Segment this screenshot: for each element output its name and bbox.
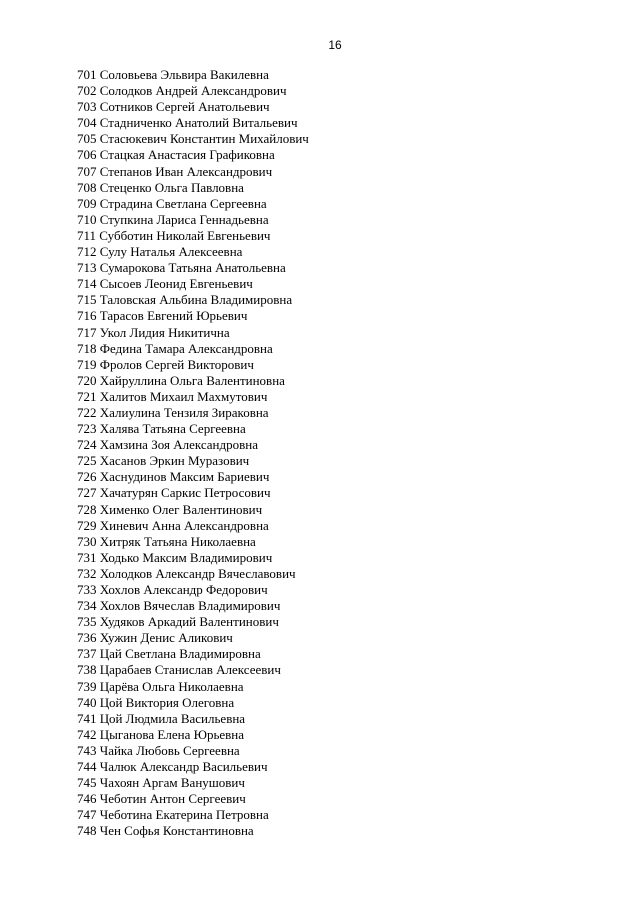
entry-number: 718 xyxy=(77,340,97,356)
entry-number: 742 xyxy=(77,726,97,742)
entry-number: 732 xyxy=(77,565,97,581)
entry-number: 722 xyxy=(77,404,97,420)
list-item xyxy=(77,582,309,598)
list-item xyxy=(77,469,309,485)
entry-name: Стасюкевич Константин Михайлович xyxy=(99,131,309,147)
entry-name: Чалюк Александр Васильевич xyxy=(99,759,268,775)
list-item xyxy=(77,276,309,292)
list-item xyxy=(77,437,309,453)
entry-name: Тарасов Евгений Юрьевич xyxy=(99,308,248,324)
entry-number: 716 xyxy=(77,308,97,324)
entry-number: 737 xyxy=(77,646,97,662)
entry-name: Хачатурян Саркис Петросович xyxy=(99,485,271,501)
list-item xyxy=(77,646,309,662)
list-item xyxy=(77,196,309,212)
entry-name: Сумарокова Татьяна Анатольевна xyxy=(99,260,286,276)
entry-name: Хиневич Анна Александровна xyxy=(99,517,269,533)
list-item xyxy=(77,115,309,131)
entry-name: Сысоев Леонид Евгеньевич xyxy=(99,276,253,292)
list-item xyxy=(77,83,309,99)
entry-name: Фролов Сергей Викторович xyxy=(99,356,254,372)
entry-name: Холодков Александр Вячеславович xyxy=(99,565,296,581)
entry-name: Чеботин Антон Сергеевич xyxy=(99,791,246,807)
entry-number: 739 xyxy=(77,678,97,694)
entry-number: 729 xyxy=(77,517,97,533)
entry-name: Соловьева Эльвира Вакилевна xyxy=(99,67,269,82)
entry-number: 714 xyxy=(77,276,97,292)
list-item xyxy=(77,325,309,341)
list-item xyxy=(77,131,309,147)
entry-number: 738 xyxy=(77,662,97,678)
entry-number: 708 xyxy=(77,179,97,195)
list-item xyxy=(77,244,309,260)
entry-name: Ступкина Лариса Геннадьевна xyxy=(99,211,269,227)
entry-number: 725 xyxy=(77,453,97,469)
entry-name: Царабаев Станислав Алексеевич xyxy=(99,662,281,678)
entry-name: Субботин Николай Евгеньевич xyxy=(99,227,271,243)
list-item xyxy=(77,534,309,550)
list-item xyxy=(77,405,309,421)
list-item xyxy=(77,775,309,791)
entry-number: 709 xyxy=(77,195,97,211)
entry-number: 702 xyxy=(77,83,97,99)
list-item xyxy=(77,807,309,823)
entry-number: 704 xyxy=(77,115,97,131)
entry-number: 726 xyxy=(77,469,97,485)
entry-number: 713 xyxy=(77,260,97,276)
list-item xyxy=(77,791,309,807)
entry-name: Халитов Михаил Махмутович xyxy=(99,388,268,404)
entry-name: Цой Виктория Олеговна xyxy=(99,694,235,710)
entry-number: 731 xyxy=(77,549,97,565)
list-item xyxy=(77,357,309,373)
entry-number: 744 xyxy=(77,759,97,775)
entry-number: 707 xyxy=(77,163,97,179)
entry-number: 727 xyxy=(77,485,97,501)
list-item xyxy=(77,711,309,727)
entry-name: Хужин Денис Аликович xyxy=(99,630,233,646)
entry-name: Укол Лидия Никитична xyxy=(99,324,230,340)
entry-name: Хохлов Александр Федорович xyxy=(99,582,268,597)
entry-name: Хохлов Вячеслав Владимирович xyxy=(99,598,281,614)
entry-name: Хитряк Татьяна Николаевна xyxy=(99,533,256,549)
entry-number: 705 xyxy=(77,131,97,147)
entry-name: Страдина Светлана Сергеевна xyxy=(99,195,267,211)
entry-name: Халиулина Тензиля Зираковна xyxy=(99,404,269,420)
entry-number: 748 xyxy=(77,823,97,839)
list-item xyxy=(77,759,309,775)
list-item xyxy=(77,518,309,534)
list-item xyxy=(77,566,309,582)
entry-number: 720 xyxy=(77,372,97,388)
entry-number: 715 xyxy=(77,292,97,308)
entry-name: Таловская Альбина Владимировна xyxy=(99,292,293,308)
entry-name: Халява Татьяна Сергеевна xyxy=(99,421,246,437)
entry-name: Цай Светлана Владимировна xyxy=(99,646,261,662)
entry-number: 733 xyxy=(77,582,97,597)
entry-number: 703 xyxy=(77,99,97,115)
list-item xyxy=(77,164,309,180)
entry-name: Федина Тамара Александровна xyxy=(99,340,273,356)
page-number: 16 xyxy=(328,38,342,52)
list-item xyxy=(77,421,309,437)
entry-name: Царёва Ольга Николаевна xyxy=(99,678,244,694)
entry-name: Цой Людмила Васильевна xyxy=(99,710,246,726)
list-item xyxy=(77,292,309,308)
entry-name: Хамзина Зоя Александровна xyxy=(99,437,258,453)
entry-number: 728 xyxy=(77,501,97,517)
entry-name: Стацкая Анастасия Графиковна xyxy=(99,147,275,163)
entry-number: 712 xyxy=(77,244,97,260)
list-item xyxy=(77,550,309,566)
entry-number: 735 xyxy=(77,614,97,630)
entry-number: 723 xyxy=(77,421,97,437)
entry-number: 736 xyxy=(77,630,97,646)
entry-number: 730 xyxy=(77,533,97,549)
entry-name: Сулу Наталья Алексеевна xyxy=(99,244,243,260)
list-item xyxy=(77,453,309,469)
list-item xyxy=(77,228,309,244)
entry-number: 747 xyxy=(77,807,97,823)
entry-number: 743 xyxy=(77,742,97,758)
list-item xyxy=(77,67,309,83)
entry-number: 710 xyxy=(77,211,97,227)
list-item xyxy=(77,695,309,711)
list-item xyxy=(77,180,309,196)
list-item xyxy=(77,341,309,357)
entry-name: Солодков Андрей Александрович xyxy=(99,83,287,99)
list-item xyxy=(77,373,309,389)
list-item xyxy=(77,99,309,115)
entry-number: 741 xyxy=(77,710,97,726)
entry-name: Цыганова Елена Юрьевна xyxy=(99,726,245,742)
entry-name: Стеценко Ольга Павловна xyxy=(99,179,244,195)
list-item xyxy=(77,743,309,759)
entry-number: 745 xyxy=(77,775,97,791)
entry-name: Чахоян Аргам Ванушович xyxy=(99,775,245,791)
list-item xyxy=(77,727,309,743)
list-item xyxy=(77,679,309,695)
list-item xyxy=(77,389,309,405)
entry-name: Стадниченко Анатолий Витальевич xyxy=(99,115,298,131)
entry-name: Ходько Максим Владимирович xyxy=(99,549,273,565)
list-item xyxy=(77,614,309,630)
list-item xyxy=(77,212,309,228)
entry-name: Степанов Иван Александрович xyxy=(99,163,273,179)
list-item xyxy=(77,598,309,614)
entry-name: Худяков Аркадий Валентинович xyxy=(99,614,279,630)
list-item xyxy=(77,662,309,678)
entry-number: 721 xyxy=(77,388,97,404)
entry-name: Хименко Олег Валентинович xyxy=(99,501,263,517)
entry-number: 701 xyxy=(77,67,97,82)
list-item xyxy=(77,823,309,839)
list-item xyxy=(77,485,309,501)
entry-name: Чайка Любовь Сергеевна xyxy=(99,742,240,758)
list-item xyxy=(77,502,309,518)
entry-name: Чен Софья Константиновна xyxy=(99,823,254,839)
entry-number: 711 xyxy=(77,227,97,243)
entry-number: 746 xyxy=(77,791,97,807)
entry-name: Хаснудинов Максим Бариевич xyxy=(99,469,270,485)
entry-name: Сотников Сергей Анатольевич xyxy=(99,99,270,115)
list-item xyxy=(77,147,309,163)
entry-number: 717 xyxy=(77,324,97,340)
entry-name: Чеботина Екатерина Петровна xyxy=(99,807,269,823)
list-item xyxy=(77,630,309,646)
entry-number: 719 xyxy=(77,356,97,372)
entry-name: Хасанов Эркин Муразович xyxy=(99,453,250,469)
name-list xyxy=(77,67,309,840)
entry-number: 734 xyxy=(77,598,97,614)
entry-name: Хайруллина Ольга Валентиновна xyxy=(99,372,285,388)
entry-number: 706 xyxy=(77,147,97,163)
entry-number: 724 xyxy=(77,437,97,453)
entry-number: 740 xyxy=(77,694,97,710)
list-item xyxy=(77,308,309,324)
list-item xyxy=(77,260,309,276)
